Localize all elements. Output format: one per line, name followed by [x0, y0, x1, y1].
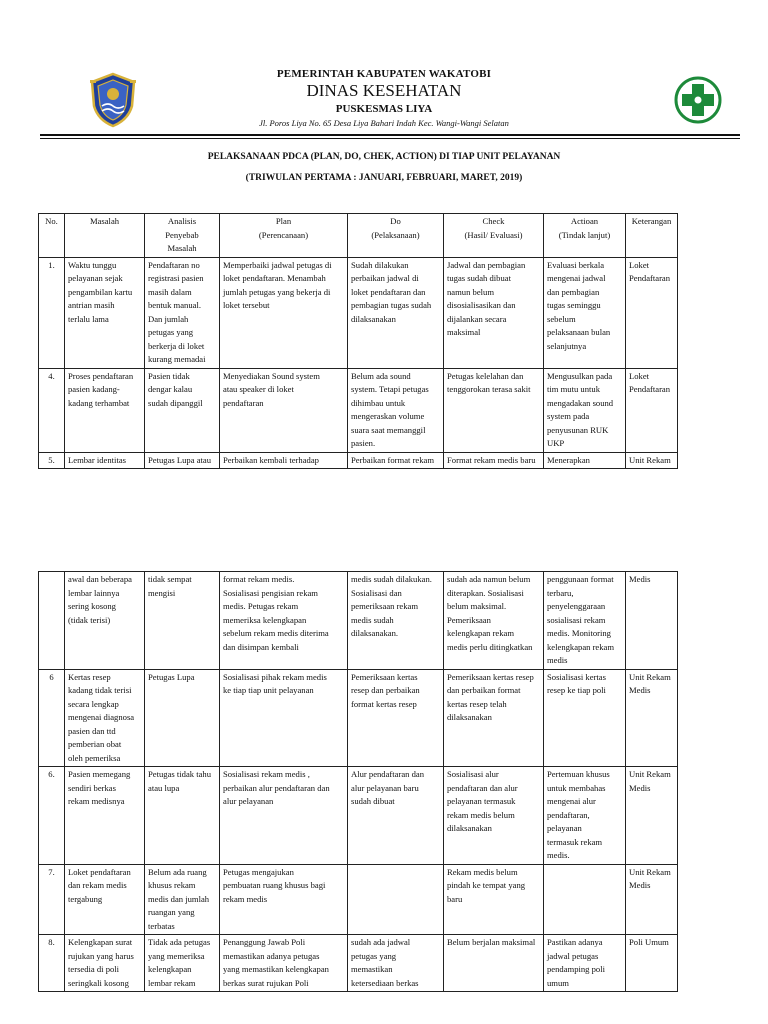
table-cell: Unit Rekam Medis [626, 669, 678, 767]
table-cell: sudah ada jadwal petugas yang memastikan ketersediaan berkas [348, 935, 444, 992]
table-cell: Memperbaiki jadwal petugas di loket pendaftaran. Menambah jumlah petugas yang bekerja di loket tersebut [220, 257, 348, 368]
table-cell: Sudah dilakukan perbaikan jadwal di loket pendaftaran dan pembagian tugas sudah dilaksanakan [348, 257, 444, 368]
table-cell: 6 [39, 669, 65, 767]
table-cell: sudah ada namun belum diterapkan. Sosialisasi belum maksimal. Pemeriksaan kelengkapan rekam medis perlu ditingkatkan [444, 572, 544, 670]
letterhead [0, 68, 768, 128]
table-cell: Poli Umum [626, 935, 678, 992]
letterhead-rule-thick [40, 134, 740, 136]
table-cell: Menyediakan Sound system atau speaker di loket pendaftaran [220, 368, 348, 452]
table-header-row [39, 214, 678, 258]
table-cell: Loket Pendaftaran [626, 257, 678, 368]
document-period: (TRIWULAN PERTAMA : JANUARI, FEBRUARI, MARET, 2019) [245, 173, 523, 183]
table-cell: Sosialisasi pihak rekam medis ke tiap tiap unit pelayanan [220, 669, 348, 767]
table-cell: Medis [626, 572, 678, 670]
address: Jl. Poros Liya No. 65 Desa Liya Bahari Indah Kec. Wangi-Wangi Selatan [259, 118, 509, 128]
table-cell: Lembar identitas [65, 452, 145, 469]
table-row [39, 669, 678, 767]
header-analisis: Analisis Penyebab Masalah [145, 214, 220, 258]
table-cell: Loket Pendaftaran [626, 368, 678, 452]
document-title: PELAKSANAAN PDCA (PLAN, DO, CHEK, ACTION) DI TIAP UNIT PELAYANAN [207, 152, 561, 162]
table-cell: Pasien tidak dengar kalau sudah dipanggil [145, 368, 220, 452]
table-cell: Loket pendaftaran dan rekam medis tergabung [65, 864, 145, 935]
table-cell: 7. [39, 864, 65, 935]
table-cell: Pasien memegang sendiri berkas rekam medisnya [65, 767, 145, 865]
table-cell: Sosialisasi rekam medis , perbaikan alur pendaftaran dan alur pelayanan [220, 767, 348, 865]
pdca-table-page2 [38, 571, 678, 992]
table-cell: Kertas resep kadang tidak terisi secara lengkap mengenai diagnosa pasien dan ttd pemberian obat oleh pemeriksa [65, 669, 145, 767]
table-cell: medis sudah dilakukan. Sosialisasi dan pemeriksaan rekam medis sudah dilaksanakan. [348, 572, 444, 670]
table-cell: Petugas Lupa [145, 669, 220, 767]
header-masalah: Masalah [65, 214, 145, 258]
table-cell: Petugas kelelahan dan tenggorokan terasa sakit [444, 368, 544, 452]
table-cell: penggunaan format terbaru, penyelenggaraan sosialisasi rekam medis. Monitoring kelengkapan rekam medis [544, 572, 626, 670]
table-cell: Menerapkan [544, 452, 626, 469]
table-cell: Evaluasi berkala mengenai jadwal dan pembagian tugas seminggu sebelum pelaksanaan bulan selanjutnya [544, 257, 626, 368]
table-cell: Kelengkapan surat rujukan yang harus tersedia di poli seringkali kosong [65, 935, 145, 992]
pdca-table-page1 [38, 213, 678, 469]
table-cell: Pemeriksaan kertas resep dan perbaikan format kertas resep [348, 669, 444, 767]
table-cell: Belum ada ruang khusus rekam medis dan jumlah ruangan yang terbatas [145, 864, 220, 935]
table-row [39, 767, 678, 865]
table-cell: Belum berjalan maksimal [444, 935, 544, 992]
table-row [39, 452, 678, 469]
header-no: No. [39, 214, 65, 258]
table-row [39, 864, 678, 935]
table-cell: awal dan beberapa lembar lainnya sering kosong (tidak terisi) [65, 572, 145, 670]
table-cell: Petugas mengajukan pembuatan ruang khusus bagi rekam medis [220, 864, 348, 935]
table-cell: Jadwal dan pembagian tugas sudah dibuat namun belum disosialisasikan dan dijalankan secara maksimal [444, 257, 544, 368]
table-cell: Format rekam medis baru [444, 452, 544, 469]
table-cell: Tidak ada petugas yang memeriksa kelengkapan lembar rekam [145, 935, 220, 992]
table-cell: Perbaikan kembali terhadap [220, 452, 348, 469]
table-cell: Proses pendaftaran pasien kadang- kadang terhambat [65, 368, 145, 452]
table-cell: Alur pendaftaran dan alur pelayanan baru sudah dibuat [348, 767, 444, 865]
table-cell: Pertemuan khusus untuk membahas mengenai alur pendaftaran, pelayanan termasuk rekam medis. [544, 767, 626, 865]
table-cell: Petugas tidak tahu atau lupa [145, 767, 220, 865]
header-do: Do (Pelaksanaan) [348, 214, 444, 258]
table-cell: tidak sempat mengisi [145, 572, 220, 670]
header-keterangan: Keterangan [626, 214, 678, 258]
table-cell: Belum ada sound system. Tetapi petugas dihimbau untuk mengeraskan volume suara saat memanggil pasien. [348, 368, 444, 452]
table-row [39, 257, 678, 368]
table-row [39, 368, 678, 452]
government-name: PEMERINTAH KABUPATEN WAKATOBI [276, 68, 492, 80]
table-cell: Penanggung Jawab Poli memastikan adanya petugas yang memastikan kelengkapan berkas surat rujukan Poli [220, 935, 348, 992]
header-check: Check (Hasil/ Evaluasi) [444, 214, 544, 258]
header-action: Actioan (Tindak lanjut) [544, 214, 626, 258]
table-row [39, 572, 678, 670]
table-cell: 1. [39, 257, 65, 368]
table-cell: Unit Rekam Medis [626, 767, 678, 865]
table-cell: Sosialisasi alur pendaftaran dan alur pelayanan termasuk rekam medis belum dilaksanakan [444, 767, 544, 865]
table-cell: Pendaftaran no registrasi pasien masih dalam bentuk manual. Dan jumlah petugas yang berkerja di loket kurang memadai [145, 257, 220, 368]
table-cell: Waktu tunggu pelayanan sejak pengambilan kartu antrian masih terlalu lama [65, 257, 145, 368]
table-cell: Perbaikan format rekam [348, 452, 444, 469]
table-cell: Sosialisasi kertas resep ke tiap poli [544, 669, 626, 767]
table-cell: Pastikan adanya jadwal petugas pendamping poli umum [544, 935, 626, 992]
table-cell: 6. [39, 767, 65, 865]
department-name: DINAS KESEHATAN [306, 81, 462, 100]
table-cell: 4. [39, 368, 65, 452]
table-cell: Unit Rekam [626, 452, 678, 469]
table-cell: Pemeriksaan kertas resep dan perbaikan format kertas resep telah dilaksanakan [444, 669, 544, 767]
table-cell [39, 572, 65, 670]
table-row [39, 935, 678, 992]
table-cell: Unit Rekam Medis [626, 864, 678, 935]
table-cell: 5. [39, 452, 65, 469]
table-cell: Rekam medis belum pindah ke tempat yang baru [444, 864, 544, 935]
table-cell [348, 864, 444, 935]
table-cell: format rekam medis. Sosialisasi pengisian rekam medis. Petugas rekam memeriksa kelengkapan sebelum rekam medis diterima dan disimpan kembali [220, 572, 348, 670]
table-cell: Mengusulkan pada tim mutu untuk mengadakan sound system pada penyusunan RUK UKP [544, 368, 626, 452]
table-cell: Petugas Lupa atau [145, 452, 220, 469]
table-cell [544, 864, 626, 935]
table-cell: 8. [39, 935, 65, 992]
unit-name: PUSKESMAS LIYA [335, 103, 433, 115]
letterhead-rule-thin [40, 138, 740, 139]
header-plan: Plan (Perencanaan) [220, 214, 348, 258]
